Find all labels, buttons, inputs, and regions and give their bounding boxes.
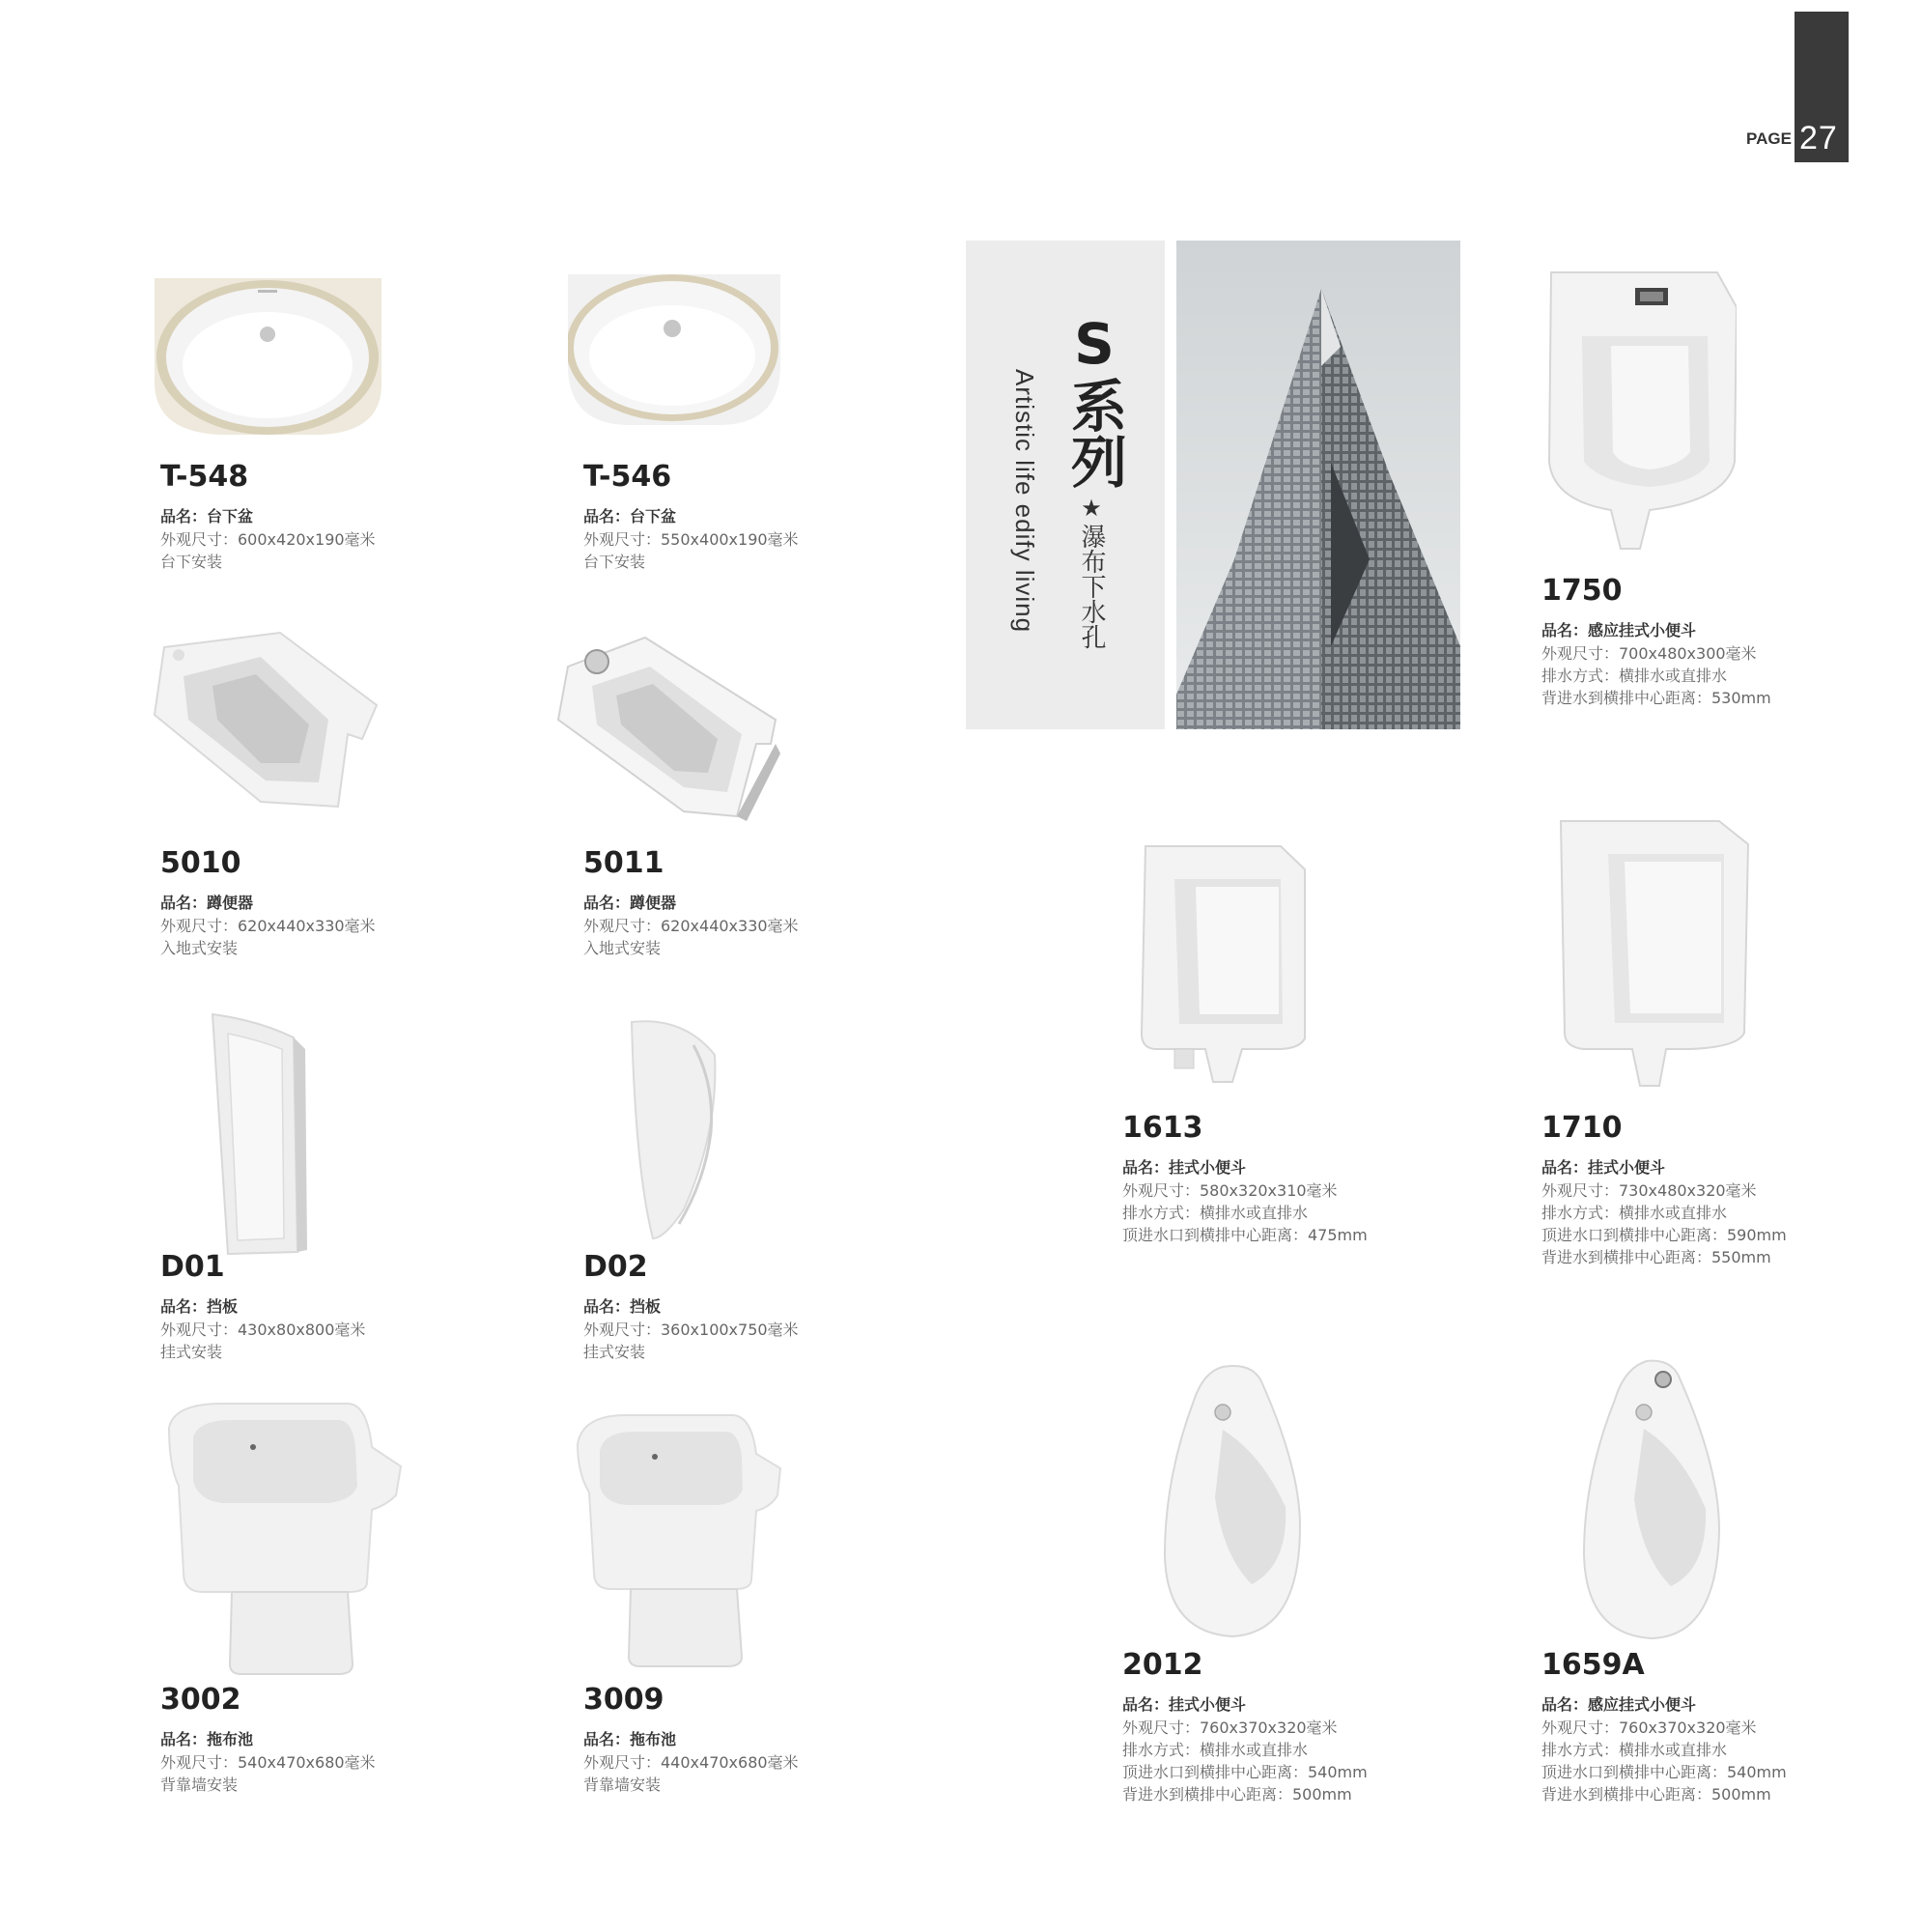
product-spec-line: 外观尺寸：620x440x330毫米 [160, 917, 376, 935]
product-spec-line: 挂式安装 [160, 1343, 223, 1361]
product-spec-line: 背靠墙安装 [583, 1776, 662, 1794]
product-spec-line: 外观尺寸：430x80x800毫米 [160, 1321, 366, 1339]
product-spec-line: 顶进水口到横排中心距离：540mm [1541, 1763, 1787, 1781]
page-number: 27 [1799, 120, 1838, 156]
squat-toilet-image [145, 628, 386, 821]
page-number-tab [1795, 12, 1849, 162]
partition-panel-image [209, 1010, 315, 1262]
product-spec-line: 顶进水口到横排中心距离：540mm [1122, 1763, 1368, 1781]
product-code: T-546 [583, 460, 672, 494]
product-spec-line: 台下安装 [583, 553, 646, 571]
wall-urinal-image [1136, 840, 1319, 1092]
undermount-basin-image [568, 269, 800, 433]
product-name: 品名：挂式小便斗 [1122, 1158, 1247, 1177]
star-icon: ★ [1081, 495, 1102, 522]
product-code: 5011 [583, 846, 664, 880]
product-spec-line: 外观尺寸：440x470x680毫米 [583, 1753, 799, 1772]
product-name: 品名：挡板 [583, 1297, 662, 1316]
page-label: PAGE [1746, 129, 1792, 148]
skyscraper-image [1176, 241, 1460, 729]
product-name: 品名：拖布池 [583, 1730, 677, 1748]
product-name: 品名：挂式小便斗 [1122, 1695, 1247, 1714]
product-code: 1710 [1541, 1111, 1623, 1145]
product-name: 品名：感应挂式小便斗 [1541, 621, 1697, 639]
product-spec-line: 外观尺寸：540x470x680毫米 [160, 1753, 376, 1772]
egg-urinal-image [1574, 1356, 1729, 1646]
product-spec-line: 背进水到横排中心距离：500mm [1122, 1785, 1352, 1804]
product-code: 1613 [1122, 1111, 1203, 1145]
product-spec-line: 外观尺寸：550x400x190毫米 [583, 530, 799, 549]
series-subtitle-text: 瀑布下水孔 [1077, 524, 1106, 649]
mop-sink-image [573, 1410, 795, 1671]
product-code: D02 [583, 1250, 648, 1284]
product-code: 3009 [583, 1683, 664, 1717]
series-subtitle [1075, 495, 1108, 649]
product-name: 品名：蹲便器 [160, 894, 254, 912]
building-photo [1176, 241, 1460, 729]
series-title-text: S系列 [1061, 311, 1127, 489]
product-name: 品名：拖布池 [160, 1730, 254, 1748]
product-spec-line: 台下安装 [160, 553, 223, 571]
product-spec-line: 排水方式：横排水或直排水 [1541, 667, 1728, 685]
product-spec-line: 排水方式：横排水或直排水 [1122, 1204, 1309, 1222]
product-name: 品名：蹲便器 [583, 894, 677, 912]
product-spec-line: 顶进水口到横排中心距离：475mm [1122, 1226, 1368, 1244]
partition-panel-image [626, 1016, 722, 1248]
wall-urinal-image [1555, 815, 1758, 1095]
mop-sink-image [164, 1399, 406, 1679]
product-name: 品名：挂式小便斗 [1541, 1158, 1666, 1177]
product-code: 5010 [160, 846, 241, 880]
product-spec-line: 背进水到横排中心距离：500mm [1541, 1785, 1771, 1804]
product-spec-line: 入地式安装 [583, 939, 662, 957]
product-spec-line: 外观尺寸：730x480x320毫米 [1541, 1181, 1757, 1200]
sensor-urinal-image [1543, 269, 1737, 558]
product-spec-line: 背靠墙安装 [160, 1776, 239, 1794]
product-spec-line: 顶进水口到横排中心距离：590mm [1541, 1226, 1787, 1244]
squat-toilet-image [539, 628, 800, 821]
series-title [1061, 311, 1127, 489]
product-code: 1750 [1541, 574, 1623, 608]
undermount-basin-image [145, 269, 396, 442]
product-spec-line: 外观尺寸：600x420x190毫米 [160, 530, 376, 549]
product-code: 2012 [1122, 1648, 1203, 1682]
series-slogan: Artistic life edify living [1010, 369, 1039, 634]
product-spec-line: 外观尺寸：580x320x310毫米 [1122, 1181, 1338, 1200]
product-name: 品名：台下盆 [583, 507, 677, 526]
product-spec-line: 挂式安装 [583, 1343, 646, 1361]
product-spec-line: 入地式安装 [160, 939, 239, 957]
product-spec-line: 外观尺寸：360x100x750毫米 [583, 1321, 799, 1339]
product-spec-line: 排水方式：横排水或直排水 [1541, 1204, 1728, 1222]
product-spec-line: 排水方式：横排水或直排水 [1122, 1741, 1309, 1759]
product-spec-line: 外观尺寸：760x370x320毫米 [1541, 1719, 1757, 1737]
product-spec-line: 外观尺寸：700x480x300毫米 [1541, 644, 1757, 663]
product-name: 品名：挡板 [160, 1297, 239, 1316]
product-code: D01 [160, 1250, 225, 1284]
product-spec-line: 背进水到横排中心距离：530mm [1541, 689, 1771, 707]
product-spec-line: 外观尺寸：760x370x320毫米 [1122, 1719, 1338, 1737]
product-code: T-548 [160, 460, 249, 494]
product-name: 品名：台下盆 [160, 507, 254, 526]
product-code: 1659A [1541, 1648, 1645, 1682]
product-spec-line: 外观尺寸：620x440x330毫米 [583, 917, 799, 935]
product-code: 3002 [160, 1683, 241, 1717]
product-spec-line: 背进水到横排中心距离：550mm [1541, 1248, 1771, 1266]
product-name: 品名：感应挂式小便斗 [1541, 1695, 1697, 1714]
product-spec-line: 排水方式：横排水或直排水 [1541, 1741, 1728, 1759]
egg-urinal-image [1155, 1362, 1310, 1642]
